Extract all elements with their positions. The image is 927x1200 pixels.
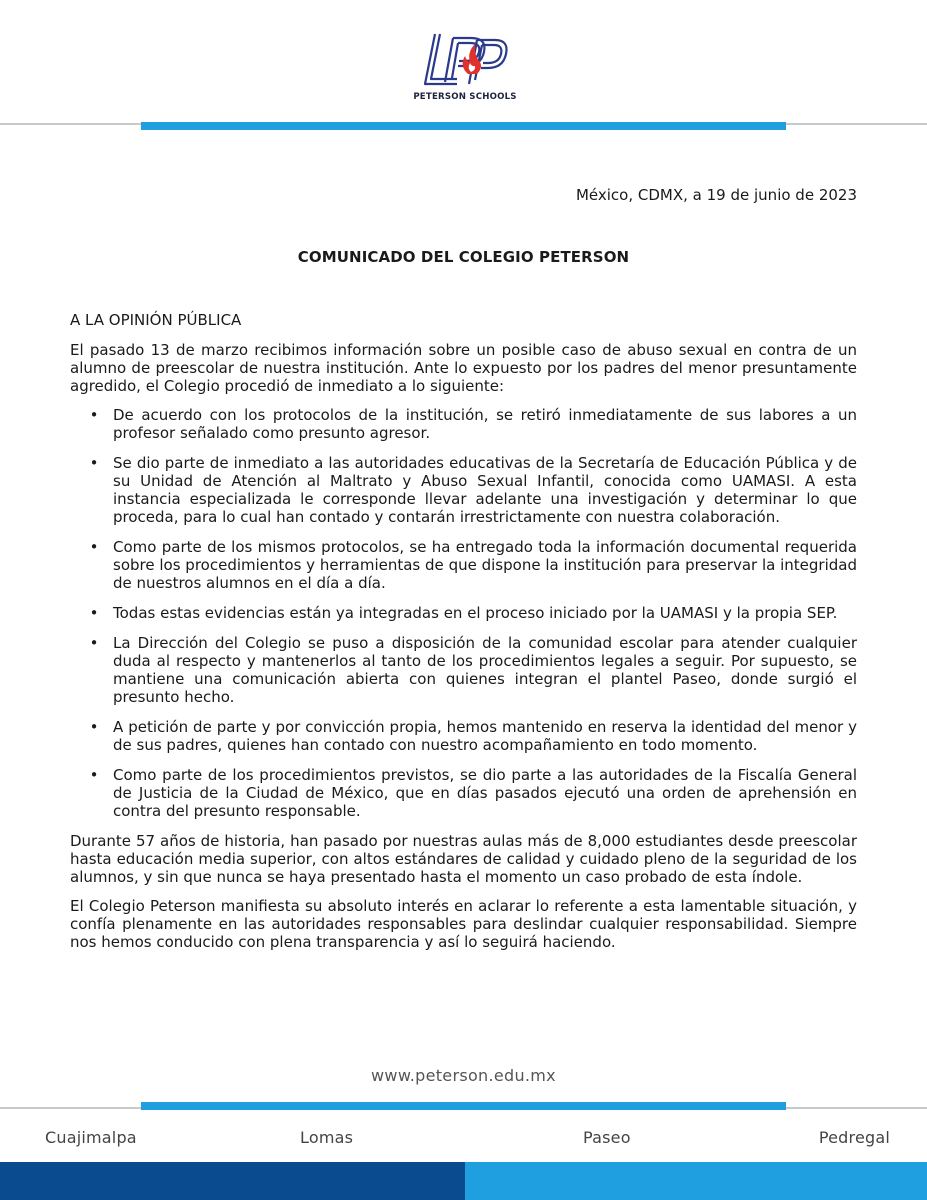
campus-lomas: Lomas [300, 1128, 354, 1147]
bullet-icon: • [89, 406, 99, 424]
letter-body [70, 311, 857, 962]
history-paragraph: Durante 57 años de historia, han pasado por nuestras aulas más de 8,000 estudiantes desde preescolar hasta educación media superior, con altos estándares de calidad y cuidado pleno de la seguridad de los alumnos, y sin que nunca se haya presentado hasta el momento un caso probado de esta índole. [70, 832, 857, 886]
footer-band-light [465, 1162, 927, 1200]
intro-paragraph: El pasado 13 de marzo recibimos información sobre un posible caso de abuso sexual en contra de un alumno de preescolar de nuestra institución. Ante lo expuesto por los padres del menor presuntamente agredido, el Colegio procedió de inmediato a lo siguiente: [70, 341, 857, 395]
campus-cuajimalpa: Cuajimalpa [45, 1128, 137, 1147]
closing-paragraph: El Colegio Peterson manifiesta su absoluto interés en aclarar lo referente a esta lamentable situación, y confía plenamente en las autoridades responsables para deslindar cualquier responsabilidad. Siempre nos hemos conducido con plena transparencia y así lo seguirá haciendo. [70, 897, 857, 951]
letter-date: México, CDMX, a 19 de junio de 2023 [575, 186, 857, 204]
list-item: • A petición de parte y por convicción propia, hemos mantenido en reserva la identidad del menor y de sus padres, quienes han contado con nuestro acompañamiento en todo momento. [89, 718, 857, 754]
bullet-icon: • [89, 604, 99, 622]
peterson-logo [395, 26, 535, 108]
list-item: • La Dirección del Colegio se puso a disposición de la comunidad escolar para atender cualquier duda al respecto y mantenerlos al tanto de los procedimientos legales a seguir. Por supuesto, se mantiene una comunicación abierta con quienes integran el plantel Paseo, donde surgió el presunto hecho. [89, 634, 857, 706]
footer-accent-bar [141, 1102, 786, 1110]
list-item: • Como parte de los procedimientos previstos, se dio parte a las autoridades de la Fiscalía General de Justicia de la Ciudad de México, que en días pasados ejecutó una orden de aprehensión en contra del presunto responsable. [89, 766, 857, 820]
logo-text: PETERSON SCHOOLS [413, 92, 517, 102]
bullet-icon: • [89, 454, 99, 472]
bullet-icon: • [89, 718, 99, 736]
campus-pedregal: Pedregal [818, 1128, 890, 1147]
list-item: • Se dio parte de inmediato a las autoridades educativas de la Secretaría de Educación Pública y de su Unidad de Atención al Maltrato y Abuso Sexual Infantil, conocida como UAMASI. A esta instancia especializada le corresponde llevar adelante una investigación y determinar lo que proceda, para lo cual han contado y contarán irrestrictamente con nuestra colaboración. [89, 454, 857, 526]
logo-emblem-icon [395, 26, 535, 92]
campus-paseo: Paseo [583, 1128, 631, 1147]
bullet-icon: • [89, 766, 99, 784]
header-accent-bar [141, 122, 786, 130]
bullet-icon: • [89, 538, 99, 556]
website-link[interactable]: www.peterson.edu.mx [371, 1066, 556, 1085]
actions-list [70, 406, 857, 820]
footer-band-dark [0, 1162, 465, 1200]
list-item: • Todas estas evidencias están ya integradas en el proceso iniciado por la UAMASI y la propia SEP. [89, 604, 838, 622]
salutation: A LA OPINIÓN PÚBLICA [70, 311, 242, 329]
list-item: • Como parte de los mismos protocolos, se ha entregado toda la información documental requerida sobre los procedimientos y herramientas de que dispone la institución para preservar la integridad de nuestros alumnos en el día a día. [89, 538, 857, 592]
list-item: • De acuerdo con los protocolos de la institución, se retiró inmediatamente de sus labores a un profesor señalado como presunto agresor. [89, 406, 857, 442]
letter-title: COMUNICADO DEL COLEGIO PETERSON [297, 248, 630, 266]
bullet-icon: • [89, 634, 99, 652]
